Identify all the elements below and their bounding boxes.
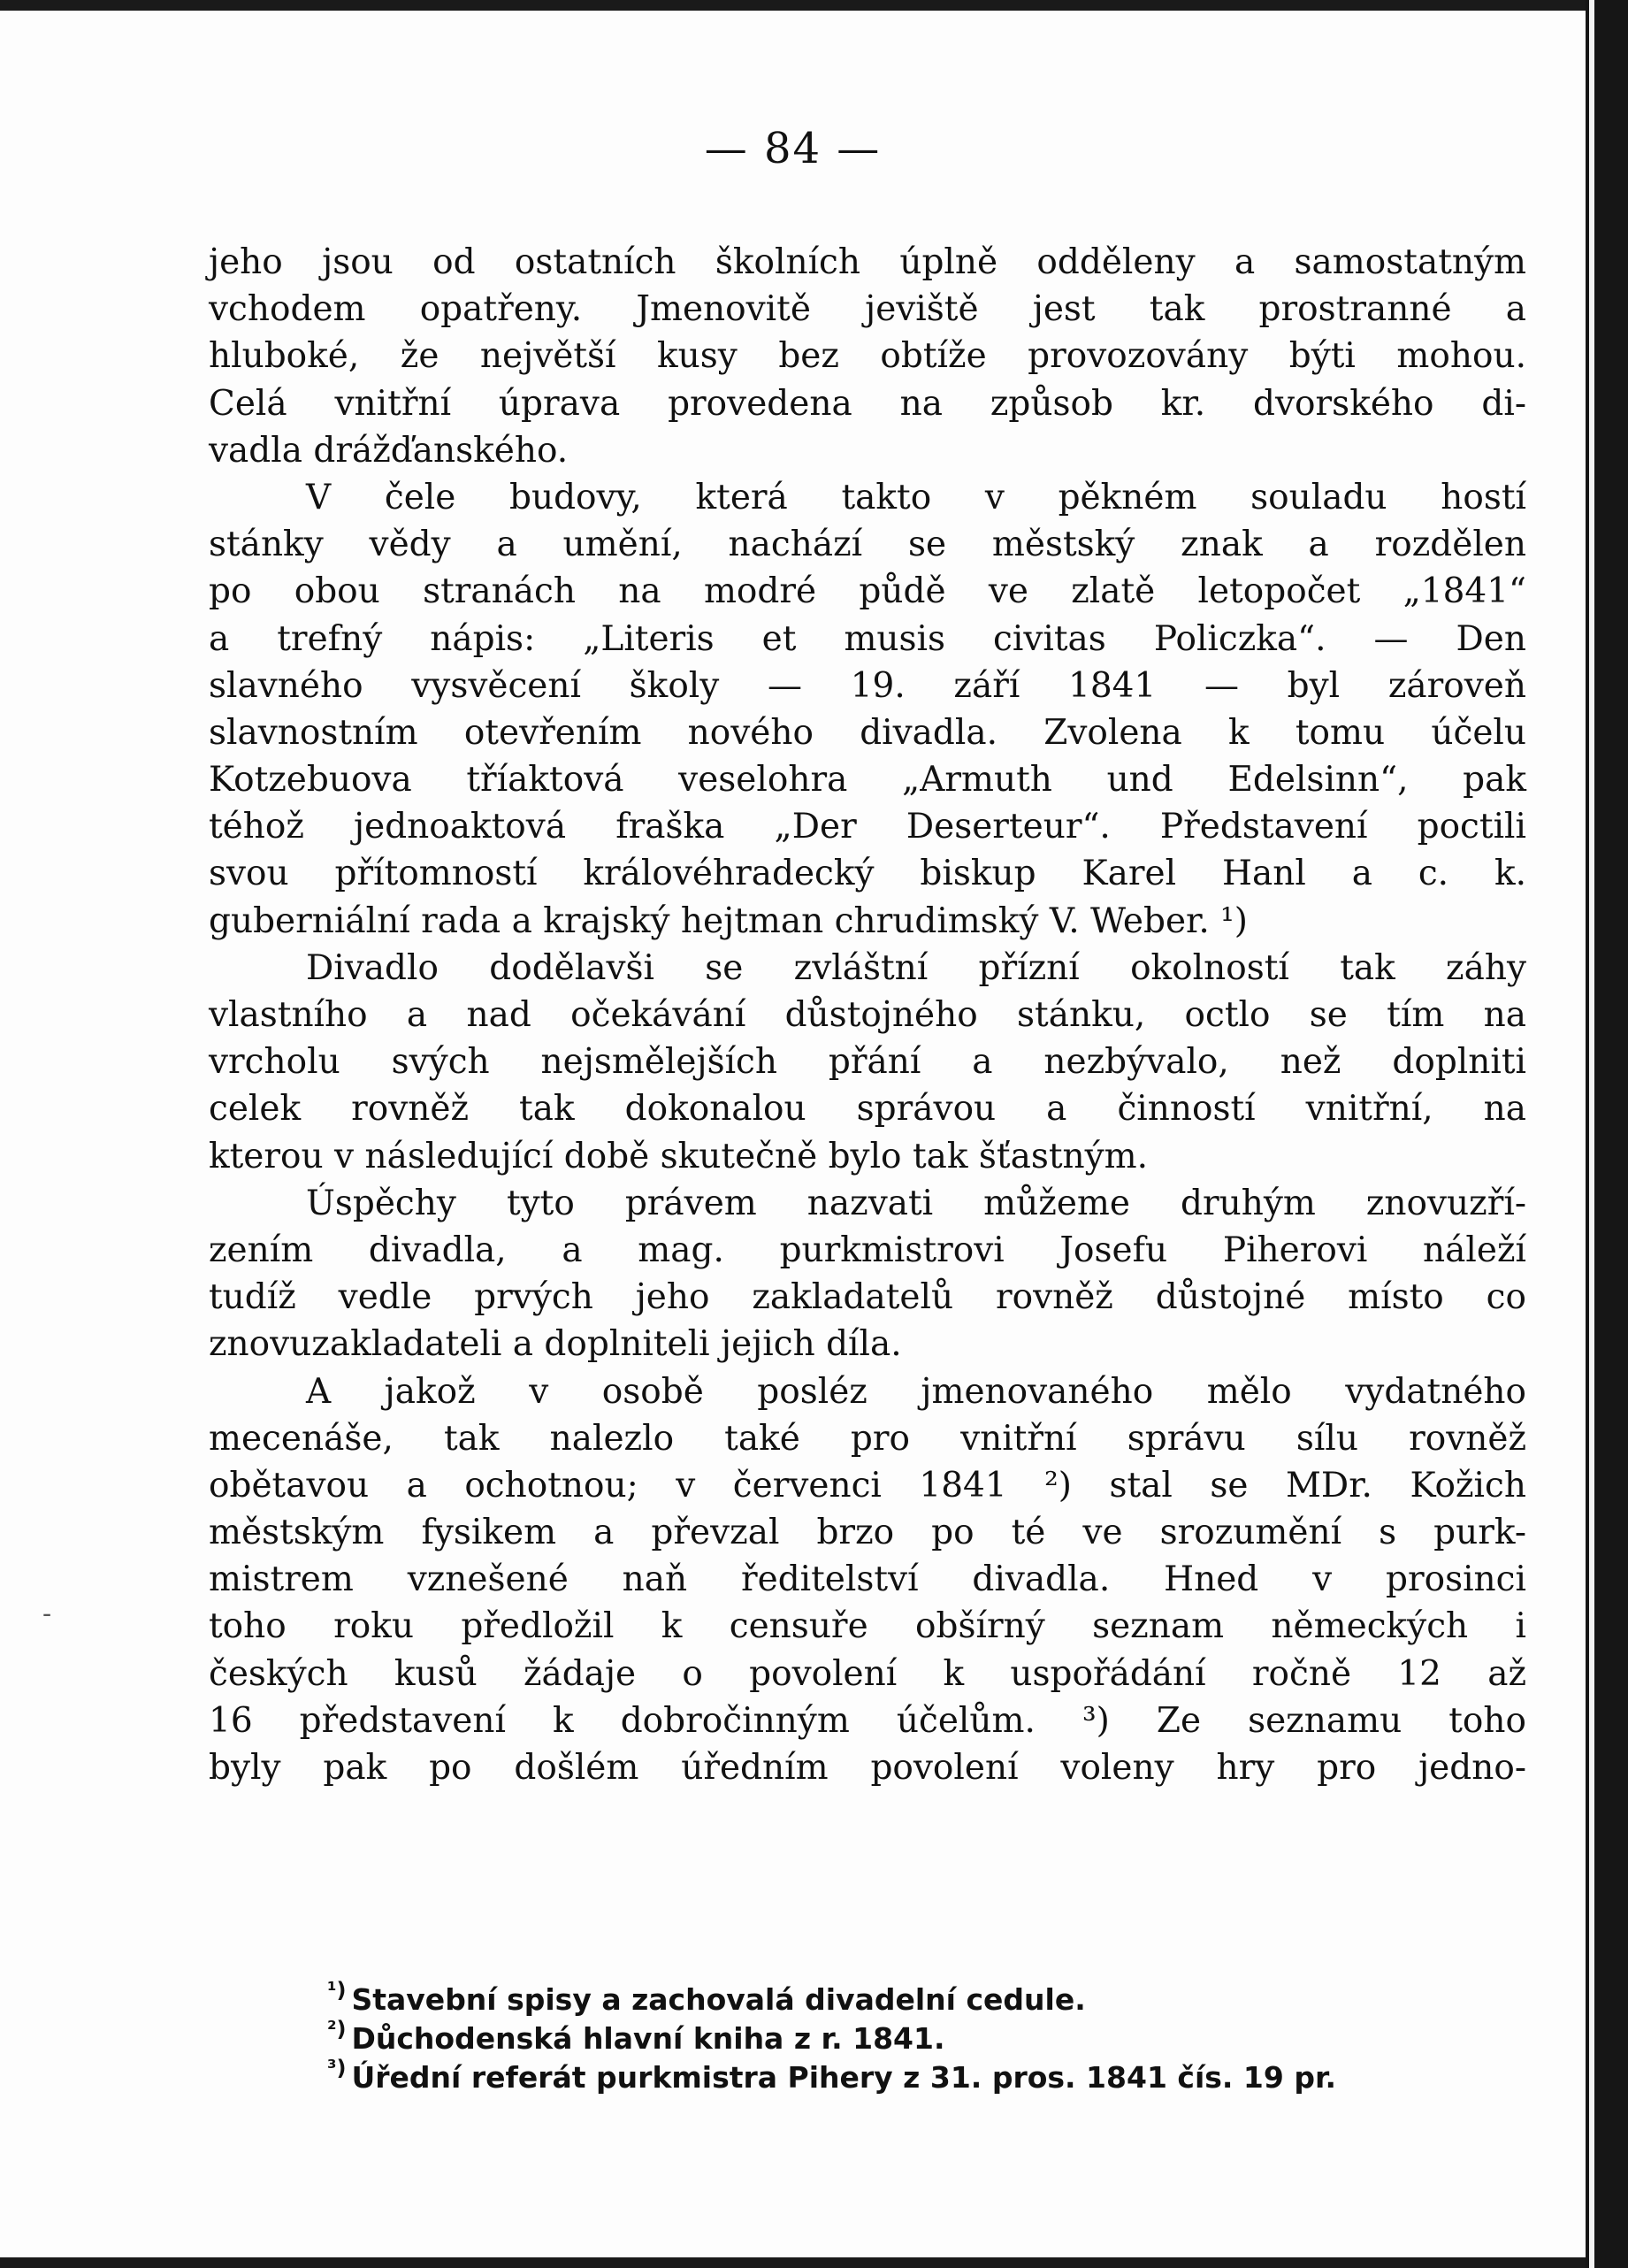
footnote <box>327 2049 1539 2095</box>
text-line: vchodem opatřeny. Jmenovitě jeviště jest tak prostranné a <box>209 289 1526 330</box>
text-line: po obou stranách na modré půdě ve zlatě letopočet „1841“ <box>209 571 1526 612</box>
text-line: znovuzakladateli a doplniteli jejich díla. <box>209 1324 902 1365</box>
scan-border-top <box>0 0 1628 11</box>
footnote-text: Důchodenská hlavní kniha z r. 1841. <box>351 2021 945 2056</box>
text-line: mistrem vznešené naň ředitelství divadla. Hned v prosinci <box>209 1559 1526 1600</box>
text-line: stánky vědy a umění, nachází se městský znak a rozdělen <box>209 525 1526 565</box>
text-line: vlastního a nad očekávání důstojného stánku, octlo se tím na <box>209 995 1526 1035</box>
text-line: svou přítomností královéhradecký biskup Karel Hanl a c. k. <box>209 854 1526 894</box>
text-line: vrcholu svých nejsmělejších přání a nezbývalo, než doplniti <box>209 1042 1526 1083</box>
text-line: Úspěchy tyto právem nazvati můžeme druhým znovuzří- <box>306 1183 1526 1223</box>
text-line: slavnostním otevřením nového divadla. Zvolena k tomu účelu <box>209 712 1526 753</box>
text-line: Kotzebuova tříaktová veselohra „Armuth und Edelsinn“, pak <box>209 760 1526 801</box>
text-line: mecenáše, tak nalezlo také pro vnitřní správu sílu rovněž <box>209 1418 1526 1459</box>
scan-border-bottom <box>0 2257 1628 2268</box>
text-line: A jakož v osobě posléz jmenovaného mělo vydatného <box>306 1371 1526 1412</box>
footnote-mark: ³) <box>327 2056 347 2080</box>
text-line: kterou v následující době skutečně bylo tak šťastným. <box>209 1136 1149 1176</box>
margin-mark: - <box>42 1598 52 1629</box>
text-line: 16 představení k dobročinným účelům. ³) Ze seznamu toho <box>209 1700 1526 1741</box>
scan-border-right-line <box>1589 0 1594 2268</box>
text-line: guberniální rada a krajský hejtman chrudimský V. Weber. ¹) <box>209 900 1249 941</box>
text-line: obětavou a ochotnou; v červenci 1841 ²) stal se MDr. Kožich <box>209 1465 1526 1506</box>
text-line: hluboké, že největší kusy bez obtíže provozovány býti mohou. <box>209 336 1526 377</box>
footnotes <box>327 1971 1539 2095</box>
footnote-text: Úřední referát purkmistra Pihery z 31. pros. 1841 čís. 19 pr. <box>351 2060 1337 2095</box>
footnote-text: Stavební spisy a zachovalá divadelní cedule. <box>351 1982 1086 2017</box>
text-line: celek rovněž tak dokonalou správou a činností vnitřní, na <box>209 1089 1526 1130</box>
text-line: V čele budovy, která takto v pěkném souladu hostí <box>306 477 1526 517</box>
text-line: zením divadla, a mag. purkmistrovi Josefu Piherovi náleží <box>209 1230 1526 1270</box>
page-number: — 84 — <box>704 124 882 173</box>
footnote-mark: ²) <box>327 2017 347 2042</box>
footnote-mark: ¹) <box>327 1978 347 2003</box>
text-line: téhož jednoaktová fraška „Der Deserteur“. Představení poctili <box>209 807 1526 847</box>
text-line: a trefný nápis: „Literis et musis civitas Policzka“. — Den <box>209 618 1526 659</box>
text-line: byly pak po došlém úředním povolení voleny hry pro jedno- <box>209 1748 1526 1788</box>
text-line: vadla drážďanského. <box>209 430 569 471</box>
body-text <box>209 239 1526 1791</box>
text-line: městským fysikem a převzal brzo po té ve srozumění s purk- <box>209 1513 1526 1553</box>
text-line: českých kusů žádaje o povolení k uspořádání ročně 12 až <box>209 1653 1526 1694</box>
footnote <box>327 1971 1539 2017</box>
footnote <box>327 2010 1539 2056</box>
text-line: Celá vnitřní úprava provedena na způsob kr. dvorského di- <box>209 383 1526 424</box>
text-line: jeho jsou od ostatních školních úplně odděleny a samostatným <box>209 242 1526 282</box>
text-line: tudíž vedle prvých jeho zakladatelů rovněž důstojné místo co <box>209 1277 1526 1318</box>
text-line: Divadlo dodělavši se zvláštní přízní okolností tak záhy <box>306 947 1526 988</box>
text-line: toho roku předložil k censuře obšírný seznam německých i <box>209 1606 1526 1647</box>
text-line: slavného vysvěcení školy — 19. září 1841 — byl zároveň <box>209 665 1526 706</box>
